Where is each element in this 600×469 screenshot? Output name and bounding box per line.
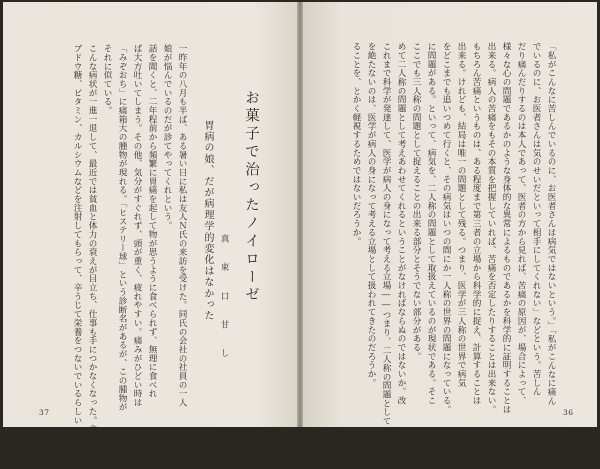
text-line: でいるのに、お医者さんは気のせいだといって相手にしてくれない」などという。苦しん <box>531 42 541 396</box>
text-line: 様々な心の問題であるかのような身体的な異常によるものであるかを科学的に証明することは <box>501 42 511 414</box>
page-number-right: 36 <box>563 408 574 417</box>
right-page-body <box>333 42 558 426</box>
text-line: だり痛んだりするのは本人であって、医者の方から見れば、苦痛の原因が、場合によって、 <box>516 42 526 405</box>
text-line: 出来る。けれども、結局は唯一の問題として残る。つまり、医学が三人称の世界で病気 <box>456 42 466 388</box>
text-line: 一昨年の八月も半ば、ある暑い日に私は友人Ｎ氏の来訪を受けた。同氏の会社の社員の一人 <box>177 44 187 407</box>
text-line: をどこまでも追いつめて行くと、その病気はいつの間にか一人称の世界の問題になっている。 <box>441 42 451 414</box>
text-line: ば大方吐いてしまう。その他、気分がすぐれず、頭が重く、疲れやすい。痛みがひどい時は <box>132 44 142 407</box>
page-number-left: 37 <box>39 408 50 417</box>
essay-subtitle: 胃病の娘、だが病理学的変化はなかった <box>202 120 213 322</box>
text-line: それに似ている。 <box>102 44 112 115</box>
essay-title: お菓子で治ったノイローゼ <box>243 90 259 305</box>
essay-author: 真 束 口 甘 し <box>219 234 229 362</box>
text-line: めて二人称の問題として考えあわせてくれるということがなければならぬのではないか。改 <box>396 42 406 405</box>
text-line: ブドウ糖、ビタミン、カルシウムなどを注射してもらって、辛うじて栄養をつないでいるらしい <box>72 44 82 425</box>
text-line: 娘が悩んでいるのだが診てやってくれという。 <box>162 44 172 230</box>
text-line: こんな病状が一進一退して、最近では貧血と体力の衰えが目立ち、仕事も手につかなくなった。主治医から <box>87 44 97 469</box>
book-spread <box>3 2 597 469</box>
text-line: 「みぞおち」に痛箱大の腫物が現れる。「ヒステリー球」という診断名があるが、この腫物が <box>117 44 127 412</box>
text-line: に問題がある。といって、病気を、二人称の問題として取扱えているのが現状である。そこ <box>426 42 436 405</box>
text-line: もちろん苦痛というものは、ある程度まで第三者の立場から科学的に捉え、計算することは <box>471 42 481 405</box>
text-line: ここでも三人称の問題として捉えることの出来る部分とそうでない部分がある。 <box>411 42 421 361</box>
text-line: 話を聞くと、二年程前から頻繁に胃痛を起して物が思うように食べられず、無理に食べれ <box>147 44 157 398</box>
text-line: ることを、とかく軽視するためではないだろうか。 <box>351 42 361 246</box>
text-line: 出来る。病人の苦痛をもその本質を把握していれば、苦痛を否定したりすることは出来ない。 <box>486 42 496 414</box>
text-line: これまで科学が発達して、医学が病人の身になって考える立場――つまり、二人称の問題として <box>381 42 391 426</box>
book-gutter <box>297 2 303 427</box>
text-line: を絶たないのは、医学が病人の身になって考える立場として扱われてきたのだろうか。 <box>366 42 376 388</box>
text-line: 「私がこんなに苦しんでいるのに、お医者さんは病気ではないという。」「私がこんなに痛ん <box>546 42 556 406</box>
